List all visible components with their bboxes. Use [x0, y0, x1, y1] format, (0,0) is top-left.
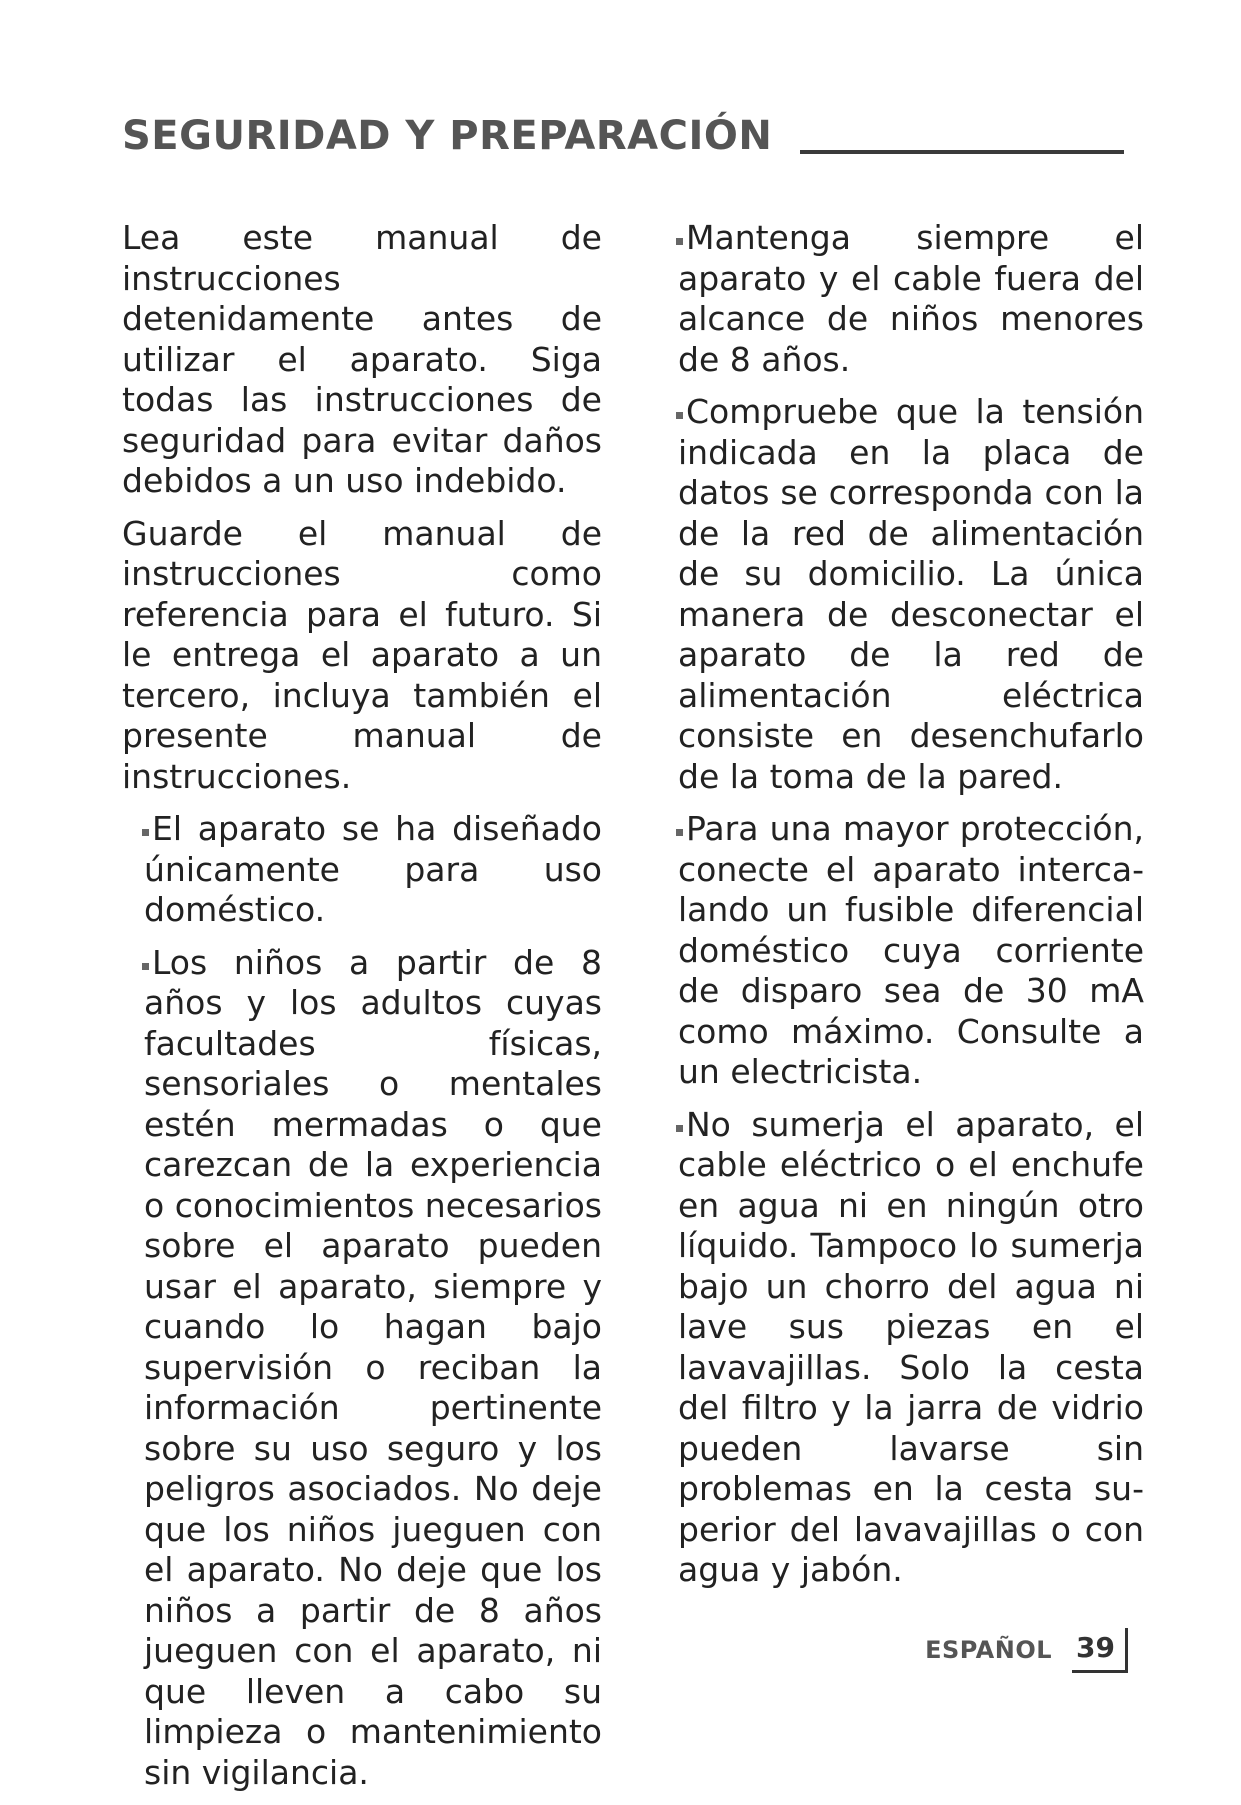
square-bullet-icon	[142, 829, 149, 836]
title-underline-rule	[800, 150, 1124, 154]
bullet-text: Para una mayor protección, conecte el aparato intercalando un fusible diferencial doméstico cuya corriente de disparo sea de 30 mA como máximo. Consulte a un electricista.	[678, 809, 1144, 1091]
intro-paragraph-read-manual: Lea este manual de instrucciones detenidamente antes de utilizar el aparato. Siga todas las instrucciones de seguridad para evitar daños debidos a un uso indebido.	[122, 218, 602, 500]
square-bullet-icon	[676, 412, 683, 419]
bullet-item-children-supervision	[144, 943, 602, 1794]
bullet-text: No sumerja el aparato, el cable eléctrico o el enchufe en agua ni en ningún otro líquido. Tampoco lo sumerja bajo un chorro del agua ni lave sus piezas en el lavavajillas. Solo la cesta del filtro y la jarra de vidrio pueden lavarse sin problemas en la cesta superior del lavavajillas o con agua y jabón.	[678, 1104, 1144, 1589]
bullet-item-residual-current-device	[678, 809, 1144, 1093]
right-bullet-list	[678, 218, 1144, 1591]
footer-language-label: ESPAÑOL	[925, 1636, 1053, 1664]
bullet-text: El aparato se ha diseñado únicamente para uso doméstico.	[144, 809, 602, 929]
page-number: 39	[1072, 1628, 1128, 1673]
page-footer	[925, 1628, 1128, 1672]
page-title: SEGURIDAD Y PREPARACIÓN	[122, 113, 773, 159]
bullet-item-do-not-submerge	[678, 1105, 1144, 1591]
section-header	[122, 113, 1124, 159]
square-bullet-icon	[676, 829, 683, 836]
bullet-text: Compruebe que la tensión indicada en la placa de datos se corresponda con la de la red de alimentación de su domicilio. La única manera de desconectar el aparato de la red de alimentación eléctrica consiste en desenchufarlo de la toma de la pared.	[678, 392, 1144, 796]
bullet-text: Los niños a partir de 8 años y los adultos cuyas facultades físicas, sensoriales o mentales estén mermadas o que carezcan de la experiencia o conocimientos necesarios sobre el aparato pueden usar el aparato, siempre y cuando lo hagan bajo supervisión o reciban la información pertinente sobre su uso seguro y los peligros asociados. No deje que los niños jueguen con el aparato. No deje que los niños a partir de 8 años jueguen con el aparato, ni que lleven a cabo su limpieza o mantenimiento sin vigilancia.	[144, 942, 602, 1792]
bullet-item-keep-away-children	[678, 218, 1144, 380]
square-bullet-icon	[676, 1125, 683, 1132]
square-bullet-icon	[142, 963, 149, 970]
left-column	[122, 218, 602, 1805]
bullet-item-domestic-use	[144, 809, 602, 931]
right-column	[678, 218, 1144, 1603]
bullet-item-voltage-check	[678, 392, 1144, 797]
intro-paragraph-keep-manual: Guarde el manual de instrucciones como referencia para el futuro. Si le entrega el aparato a un tercero, incluya también el presente manual de instrucciones.	[122, 513, 602, 796]
left-bullet-list	[122, 809, 602, 1793]
bullet-text: Mantenga siempre el aparato y el cable fuera del alcance de niños menores de 8 años.	[678, 218, 1144, 379]
square-bullet-icon	[676, 238, 683, 245]
